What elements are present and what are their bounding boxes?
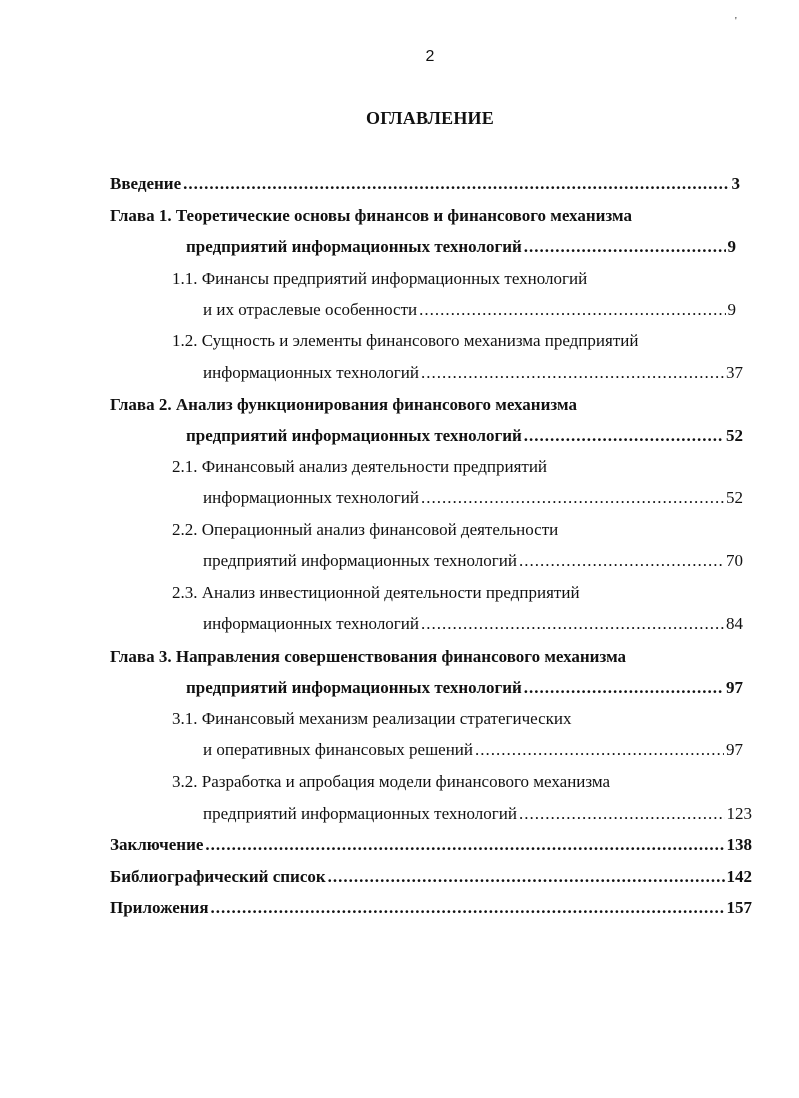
toc-entry-section-3-1 xyxy=(203,738,743,762)
toc-label: предприятий информационных технологий xyxy=(203,551,517,570)
toc-label: предприятий информационных технологий xyxy=(186,426,522,445)
toc-section-3-1-title: 3.1. Финансовый механизм реализации стратегических xyxy=(172,709,572,728)
toc-section-2-1-title: 2.1. Финансовый анализ деятельности предприятий xyxy=(172,457,548,476)
toc-leader-dots xyxy=(421,361,724,385)
toc-entry-section-1-1 xyxy=(203,298,736,322)
toc-leader-dots xyxy=(519,802,725,826)
toc-page: 84 xyxy=(726,614,743,633)
toc-section-2-2-title: 2.2. Операционный анализ финансовой деятельности xyxy=(172,520,559,539)
toc-section-2-3-title: 2.3. Анализ инвестиционной деятельности предприятий xyxy=(172,583,580,602)
toc-chapter-3-title: Глава 3. Направления совершенствования финансового механизма xyxy=(110,647,627,666)
toc-entry-appendix xyxy=(110,896,752,920)
toc-entry-section-1-2 xyxy=(203,361,743,385)
toc-page: 52 xyxy=(726,426,743,445)
toc-chapter-2-title: Глава 2. Анализ функционирования финансового механизма xyxy=(110,395,577,414)
toc-leader-dots xyxy=(524,235,726,259)
toc-entry-section-2-1 xyxy=(203,486,743,510)
toc-chapter-1-title: Глава 1. Теоретические основы финансов и финансового механизма xyxy=(110,206,632,225)
toc-label: и оперативных финансовых решений xyxy=(203,740,473,759)
toc-page: 142 xyxy=(726,867,752,886)
toc-entry-intro xyxy=(110,172,740,196)
toc-section-1-1-title: 1.1. Финансы предприятий информационных технологий xyxy=(172,269,588,288)
page-number: 2 xyxy=(425,48,435,65)
toc-entry-section-2-2 xyxy=(203,549,743,573)
toc-page: 97 xyxy=(726,678,743,697)
toc-label: предприятий информационных технологий xyxy=(203,804,517,823)
toc-entry-chapter-2 xyxy=(186,424,743,448)
toc-label: Заключение xyxy=(110,835,204,854)
toc-entry-section-3-2 xyxy=(203,802,752,826)
toc-leader-dots xyxy=(205,833,724,857)
toc-label: предприятий информационных технологий xyxy=(186,678,522,697)
toc-label: предприятий информационных технологий xyxy=(186,237,522,256)
page-title: ОГЛАВЛЕНИЕ xyxy=(366,108,494,128)
toc-label: информационных технологий xyxy=(203,614,419,633)
toc-page: 123 xyxy=(726,804,752,823)
toc-entry-bibliography xyxy=(110,865,752,889)
toc-section-1-2-title: 1.2. Сущность и элементы финансового механизма предприятий xyxy=(172,331,639,350)
toc-leader-dots xyxy=(524,424,724,448)
toc-page: 9 xyxy=(727,300,736,319)
toc-section-3-2-title: 3.2. Разработка и апробация модели финансового механизма xyxy=(172,772,611,791)
toc-page: 3 xyxy=(731,174,740,193)
toc-page: 52 xyxy=(726,488,743,507)
toc-leader-dots xyxy=(421,612,724,636)
toc-leader-dots xyxy=(328,865,725,889)
corner-mark: ' xyxy=(735,16,737,27)
toc-page: 138 xyxy=(726,835,752,854)
toc-label: информационных технологий xyxy=(203,488,419,507)
toc-page: 97 xyxy=(726,740,743,759)
toc-leader-dots xyxy=(421,486,724,510)
toc-leader-dots xyxy=(183,172,729,196)
toc-leader-dots xyxy=(524,676,724,700)
toc-leader-dots xyxy=(419,298,725,322)
toc-label: и их отраслевые особенности xyxy=(203,300,418,319)
toc-entry-chapter-1 xyxy=(186,235,736,259)
toc-entry-conclusion xyxy=(110,833,752,857)
toc-leader-dots xyxy=(211,896,725,920)
toc-page: 9 xyxy=(727,237,736,256)
toc-leader-dots xyxy=(519,549,724,573)
toc-label: информационных технологий xyxy=(203,363,419,382)
toc-label: Библиографический список xyxy=(110,867,326,886)
toc-label: Приложения xyxy=(110,898,209,917)
toc-page: 157 xyxy=(726,898,752,917)
toc-page: 70 xyxy=(726,551,743,570)
toc-entry-chapter-3 xyxy=(186,676,743,700)
toc-label: Введение xyxy=(110,174,182,193)
toc-page: 37 xyxy=(726,363,743,382)
toc-leader-dots xyxy=(475,738,724,762)
toc-entry-section-2-3 xyxy=(203,612,743,636)
